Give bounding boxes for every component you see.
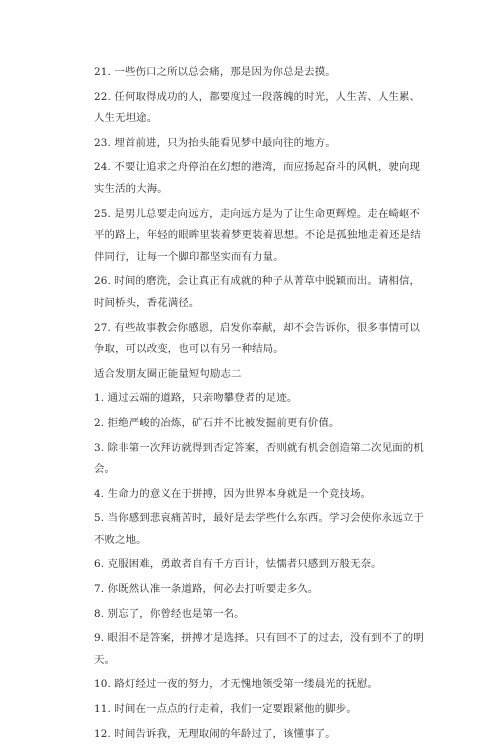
- paragraph-23: 23. 埋首前进，只为抬头能看见梦中最向往的地方。: [94, 136, 336, 149]
- paragraph-b8: 8. 别忘了，你曾经也是第一名。: [94, 607, 245, 620]
- paragraph-b1: 1. 通过云端的道路，只亲吻攀登者的足迹。: [94, 392, 298, 405]
- section-heading: 适合发朋友圈正能量短句励志二: [94, 367, 242, 380]
- paragraph-21: 21. 一些伤口之所以总会痛，那是因为你总是去摸。: [94, 66, 336, 78]
- paragraph-b4: 4. 生命力的意义在于拼搏，因为世界本身就是一个竞技场。: [94, 487, 372, 500]
- paragraph-b5: 5. 当你感到悲哀痛苦时，最好是去学些什么东西。学习会使你永远立于不败之地。: [94, 512, 424, 546]
- paragraph-b6: 6. 克服困难，勇敢者自有千方百计，怯懦者只感到万般无奈。: [94, 558, 382, 571]
- paragraph-b10: 10. 路灯经过一夜的努力，才无愧地领受第一缕晨光的抚慰。: [94, 678, 378, 691]
- paragraph-b11: 11. 时间在一点点的行走着，我们一定要跟紧他的脚步。: [94, 703, 357, 716]
- paragraph-b9: 9. 眼泪不是答案，拼搏才是选择。只有回不了的过去，没有到不了的明天。: [94, 632, 424, 666]
- paragraph-b3: 3. 除非第一次拜访就得到否定答案，否则就有机会创造第二次见面的机会。: [94, 441, 424, 476]
- paragraph-b12: 12. 时间告诉我，无理取闹的年龄过了，该懂事了。: [94, 727, 336, 740]
- paragraph-26: 26. 时间的磨洗，会让真正有成就的种子从菁草中脱颖而出。请相信，时间桥头，香花满径。: [94, 275, 421, 309]
- paragraph-b2: 2. 拒绝严峻的冶炼，矿石并不比被发掘前更有价值。: [94, 416, 340, 429]
- paragraph-b7: 7. 你既然认准一条道路，何必去打听要走多久。: [94, 583, 319, 596]
- paragraph-27: 27. 有些故事教会你感恩，启发你奉献，却不会告诉你，很多事情可以争取，可以改变，也可以有另一种结局。: [94, 321, 421, 356]
- paragraph-22: 22. 任何取得成功的人，都要度过一段落魄的时光，人生苦、人生累、人生无坦途。: [94, 90, 421, 125]
- paragraph-24: 24. 不要让追求之舟停泊在幻想的港湾，而应扬起奋斗的风帆，驶向现实生活的大海。: [94, 161, 421, 195]
- paragraph-25: 25. 是男儿总要走向远方，走向远方是为了让生命更辉煌。走在崎岖不平的路上，年轻的眼眸里装着梦更装着思想。不论是孤独地走着还是结伴同行，让每一个脚印都坚实而有力量。: [94, 207, 421, 263]
